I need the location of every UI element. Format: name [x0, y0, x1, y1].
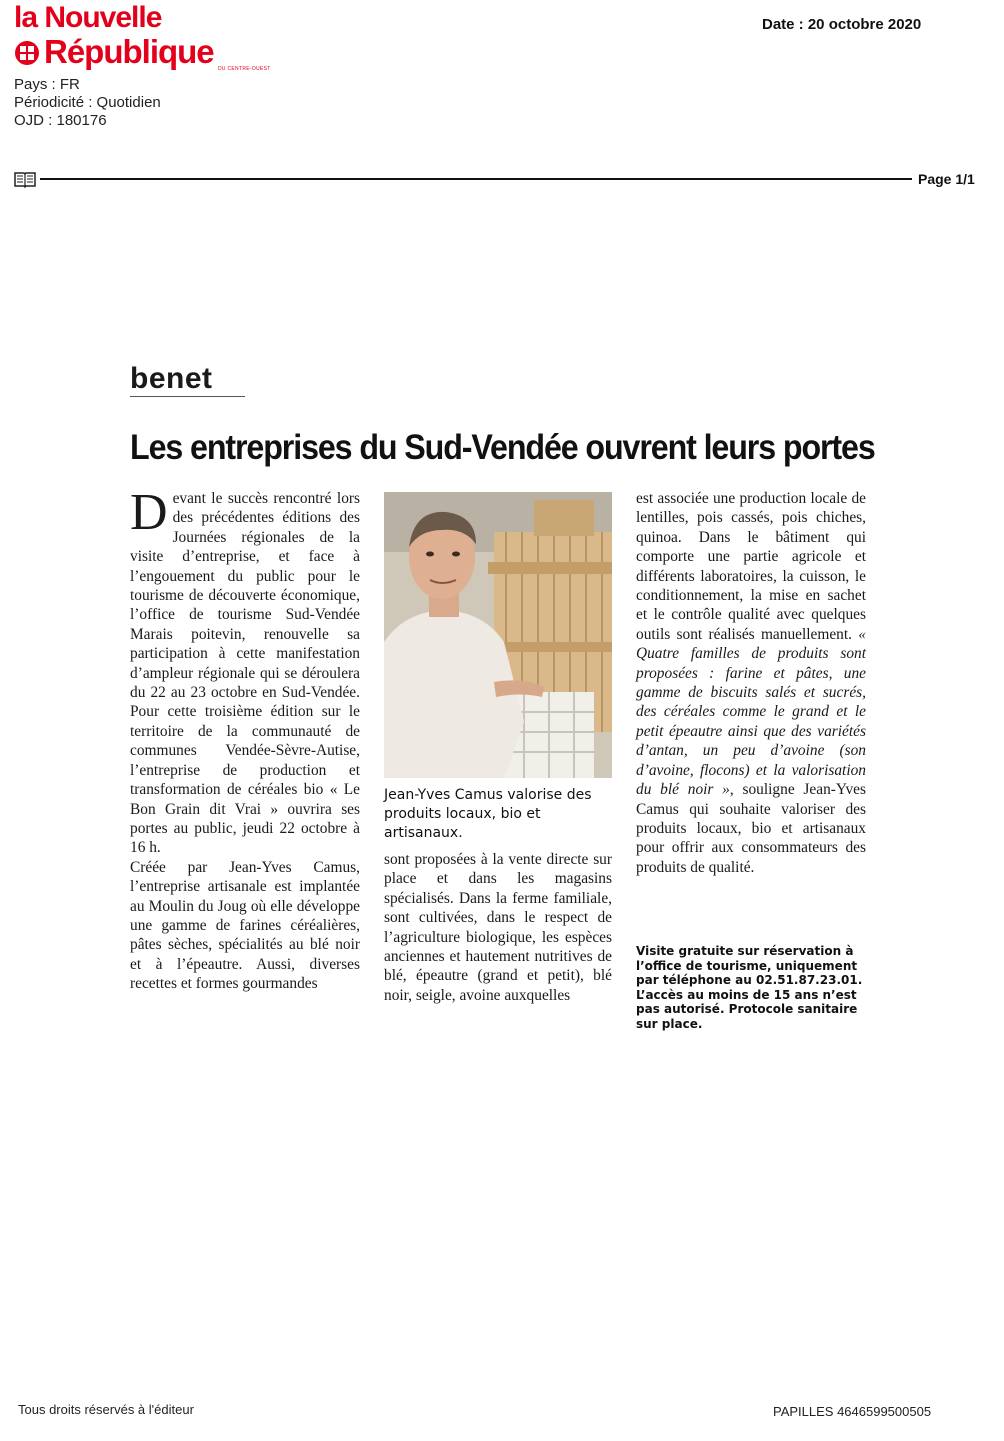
header-divider — [40, 178, 912, 180]
quote-text: « Quatre familles de produits sont proposées : farine et pâtes, une gamme de biscuits salés et sucrés, des céréales comme le grand et le petit épeautre ainsi que des variétés d’antan, un peu d’avoine (son d’avoine, flocons) et la valorisation du blé noir » — [636, 625, 866, 799]
footer-reference: PAPILLES 4646599500505 — [773, 1404, 932, 1419]
column-3-text-b: , souligne Jean-Yves Camus qui souhaite valoriser des produits locaux, bio et artisanaux pour offrir aux consommateurs des produits de qualité. — [636, 781, 866, 876]
publication-date: Date : 20 octobre 2020 — [762, 16, 922, 33]
publication-meta — [14, 76, 161, 130]
photo-caption: Jean-Yves Camus valorise des produits locaux, bio et artisanaux. — [384, 787, 592, 841]
rubric-underline — [130, 396, 245, 397]
paragraph-column-3 — [636, 489, 866, 877]
book-icon — [14, 171, 36, 189]
logo-emblem-icon — [14, 40, 40, 66]
article-column-1 — [130, 484, 360, 994]
article-column-3 — [636, 489, 866, 877]
paragraph-company: Créée par Jean-Yves Camus, l’entreprise artisanale est implantée au Moulin du Joug où elle développe une gamme de farines céréalières, pâtes sèches, spécialités au blé noir et à l’épeautre. Aussi, diverses recettes et formes gourmandes — [130, 858, 360, 993]
visit-info-note: Visite gratuite sur réservation à l’office de tourisme, uniquement par téléphone au 02.51.87.23.01. L’accès au moins de 15 ans n’est pas autorisé. Protocole sanitaire sur place. — [636, 944, 863, 1031]
footer-copyright: Tous droits réservés à l'éditeur — [18, 1402, 194, 1417]
paragraph-intro — [130, 484, 360, 858]
paragraph-column-2: sont proposées à la vente directe sur place et dans les magasins spécialisés. Dans la ferme familiale, sont cultivées, dans le respect de l’agriculture biologique, les espèces anciennes et hautement nutritives de blé, épeautre (grand et petit), blé noir, seigle, avoine auxquelles — [384, 851, 612, 1004]
meta-country: Pays : FR — [14, 76, 80, 93]
meta-ojd: OJD : 180176 — [14, 112, 107, 129]
drop-cap: D — [130, 484, 168, 541]
article-headline: Les entreprises du Sud-Vendée ouvrent leurs portes — [130, 428, 875, 467]
intro-text: evant le succès rencontré lors des précédentes éditions des Journées régionales de la visite d’entreprise, et face à l’engouement du public pour le tourisme de découverte économique, l’office de tourisme Sud-Vendée Marais poitevin, renouvelle sa participation à cette manifestation d’ampleur régionale qui se déroulera du 22 au 23 octobre en Sud-Vendée. Pour cette troisième édition sur le territoire de la communauté de communes Vendée-Sèvre-Autise, l’entreprise de production et transformation de céréales bio « Le Bon Grain dit Vrai » ouvrira ses portes au public, jeudi 22 octobre à 16 h. — [130, 490, 360, 857]
newspaper-logo — [14, 2, 284, 72]
article-column-2 — [384, 850, 612, 1005]
photo-illustration — [384, 492, 612, 778]
page-number: Page 1/1 — [918, 171, 975, 187]
logo-line-2: République — [44, 33, 214, 70]
section-rubric: benet — [130, 362, 213, 395]
article-photo — [384, 492, 612, 778]
logo-line-1: la Nouvelle — [14, 1, 162, 34]
meta-periodicity: Périodicité : Quotidien — [14, 94, 161, 111]
logo-subtitle: DU CENTRE-OUEST — [218, 66, 271, 72]
column-3-text-a: est associée une production locale de lentilles, pois cassés, pois chiches, quinoa. Dans le bâtiment qui comporte une partie agricole et différents laboratoires, la cuisson, le conditionnement, la mise en sachet et le contrôle qualité avec quelques outils sont réalisés manuellement. — [636, 490, 866, 643]
